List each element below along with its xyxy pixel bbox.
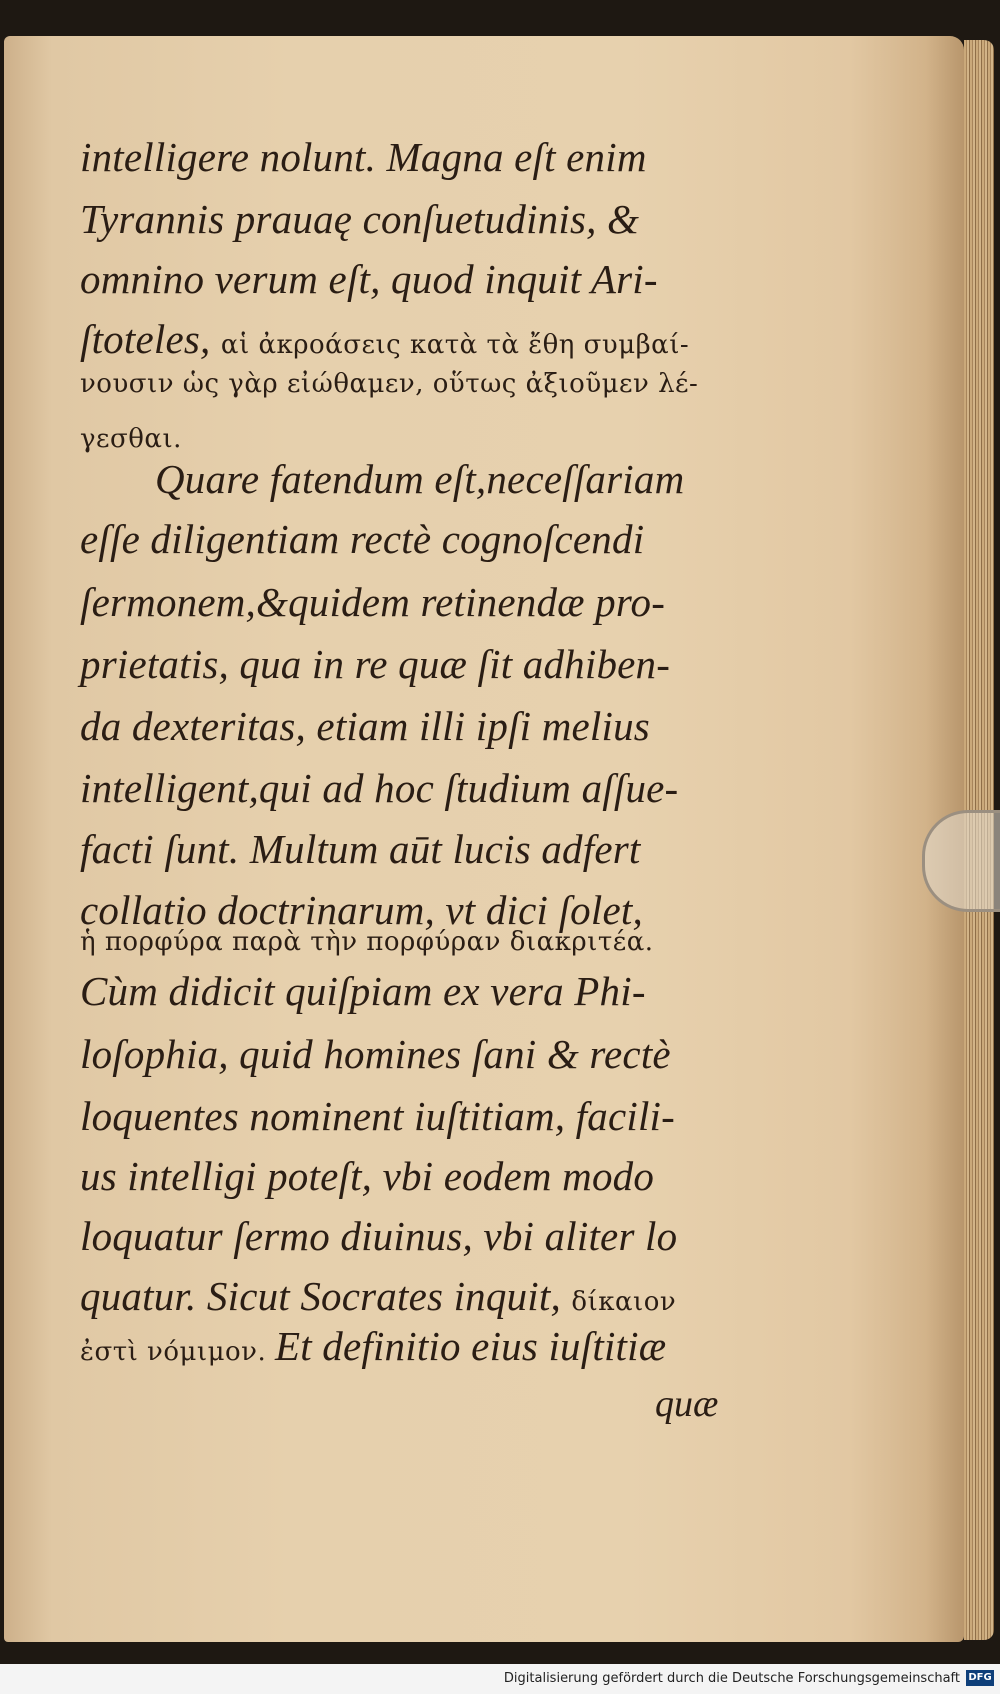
text-line-2 [80, 195, 639, 243]
text-line-7 [155, 455, 684, 503]
text-line-16 [80, 967, 646, 1015]
line-9-seg-1: ſermonem,&quidem retinendæ pro- [80, 579, 666, 625]
line-17-seg-1: loſophia, quid homines ſani & rectè [80, 1031, 671, 1077]
text-line-19 [80, 1152, 654, 1200]
line-4-seg-1: ſtoteles, [80, 316, 221, 362]
line-5-seg-1: νουσιν ὡς γὰρ εἰώθαμεν, οὕτως ἀξιοῦμεν λέ- [80, 369, 699, 399]
text-line-11 [80, 702, 650, 750]
footer-credit: Digitalisierung gefördert durch die Deutsche Forschungsgemeinschaft [503, 1671, 960, 1686]
line-13-seg-1: facti ſunt. Multum aūt lucis adfert [80, 826, 641, 872]
text-line-1 [80, 133, 647, 181]
text-line-17 [80, 1030, 671, 1078]
catchword: quæ [655, 1383, 719, 1425]
line-18-seg-1: loquentes nominent iuſtitiam, facili- [80, 1093, 675, 1139]
text-line-3 [80, 255, 658, 303]
dfg-logo: DFG [966, 1670, 994, 1686]
line-1-seg-1: intelligere nolunt. Magna eſt enim [80, 134, 647, 180]
text-line-12 [80, 764, 678, 812]
line-4-seg-2: αἱ ἀκροάσεις κατὰ τὰ ἔθη συμβαί- [220, 330, 690, 360]
line-11-seg-1: da dexteritas, etiam illi ipſi melius [80, 703, 650, 749]
line-21-seg-1: quatur. Sicut Socrates inquit, [80, 1273, 572, 1319]
line-19-seg-1: us intelligi poteſt, vbi eodem modo [80, 1153, 655, 1199]
line-22-seg-1: ἐστὶ νόμιμον. [80, 1337, 275, 1367]
line-6-seg-1: γεσθαι. [80, 424, 182, 454]
text-line-18 [80, 1092, 675, 1140]
text-line-20 [80, 1212, 677, 1260]
line-15-seg-1: ἡ πορφύρα παρὰ τὴν πορφύραν διακριτέα. [80, 927, 654, 957]
text-line-10 [80, 640, 670, 688]
text-line-15 [80, 918, 654, 966]
text-line-22 [80, 1322, 666, 1376]
line-22-seg-2: Et definitio eius iuſtitiæ [274, 1323, 667, 1369]
line-7-seg-1: Quare fatendum eſt,neceſſariam [155, 456, 685, 502]
text-line-9 [80, 578, 665, 626]
text-line-21 [80, 1272, 676, 1326]
line-10-seg-1: prietatis, qua in re quæ ſit adhiben- [80, 641, 671, 687]
line-16-seg-1: Cùm didicit quiſpiam ex vera Phi- [80, 968, 646, 1014]
line-3-seg-1: omnino verum eſt, quod inquit Ari- [80, 256, 658, 302]
line-14-seg-1: collatio doctrinarum, vt dici ſolet, [80, 887, 643, 933]
line-20-seg-1: loquatur ſermo diuinus, vbi aliter lo [80, 1213, 678, 1259]
page-clip [922, 810, 1000, 912]
line-12-seg-1: intelligent,qui ad hoc ſtudium aſſue- [80, 765, 679, 811]
text-line-5 [80, 360, 698, 408]
line-8-seg-1: eſſe diligentiam rectè cognoſcendi [80, 516, 645, 562]
line-21-seg-2: δίκαιον [571, 1287, 677, 1317]
text-line-8 [80, 515, 644, 563]
text-line-13 [80, 825, 640, 873]
line-2-seg-1: Tyrannis prauaę conſuetudinis, & [80, 196, 640, 242]
